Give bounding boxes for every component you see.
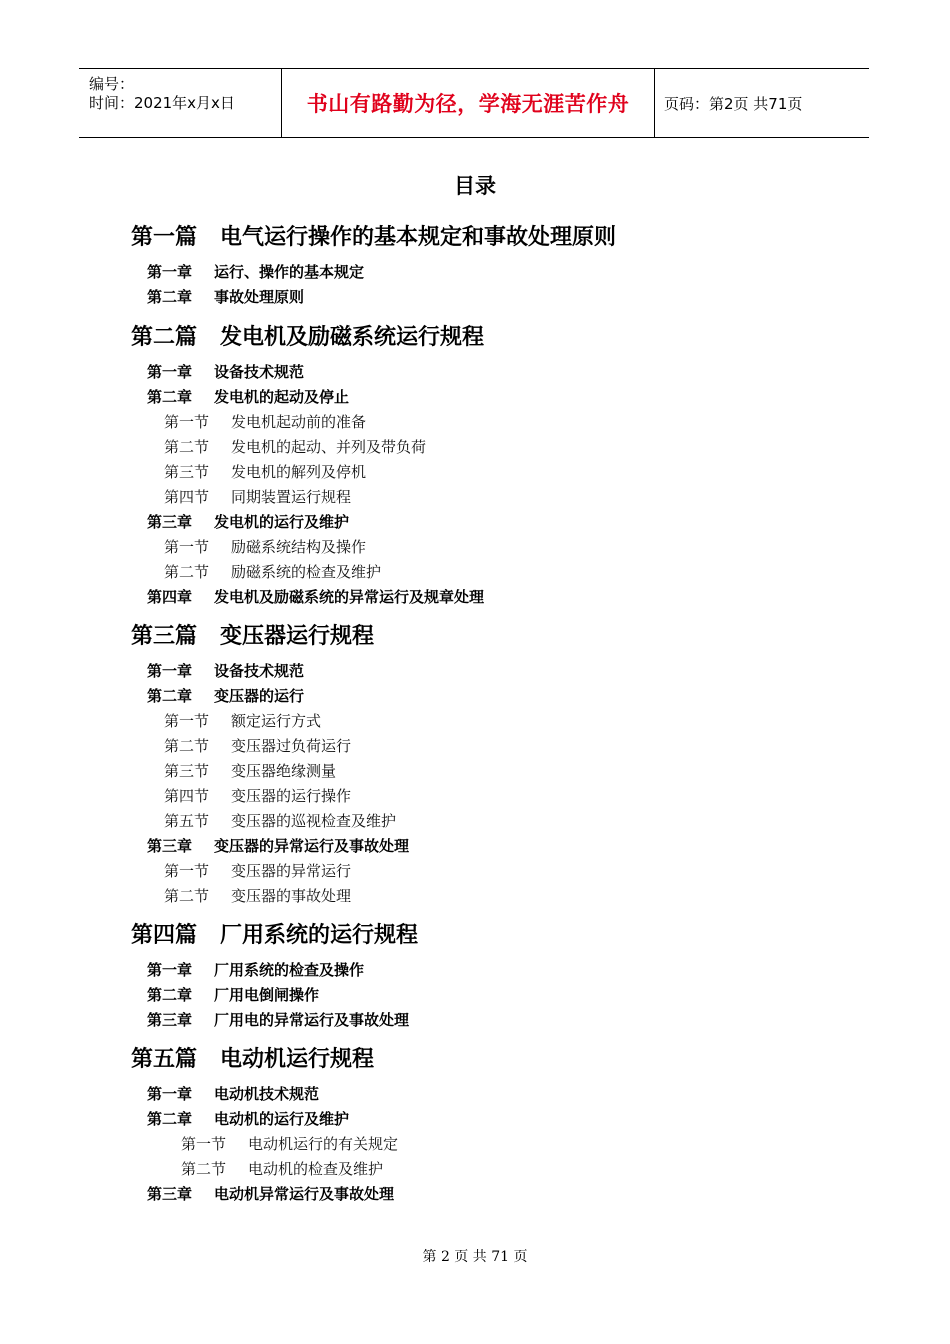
toc-section-title: 额定运行方式 [231, 712, 322, 730]
toc-section-title: 变压器的异常运行 [231, 862, 352, 880]
toc-section-title: 发电机的解列及停机 [231, 463, 367, 481]
toc-section-title: 电动机运行的有关规定 [248, 1135, 399, 1153]
toc-chapter[interactable] [147, 660, 304, 681]
toc-section-title: 发电机的起动、并列及带负荷 [231, 438, 427, 456]
toc-chapter-title: 发电机的运行及维护 [214, 513, 350, 531]
toc-section[interactable] [164, 461, 366, 482]
header-page-code: 页码：第2页 共71页 [664, 94, 803, 113]
toc-chapter-number: 第一章 [147, 263, 193, 281]
toc-section-number: 第五节 [164, 812, 210, 830]
toc-section[interactable] [164, 486, 351, 507]
toc-section-title: 变压器过负荷运行 [231, 737, 352, 755]
toc-section-title: 变压器绝缘测量 [231, 762, 337, 780]
toc-section-number: 第二节 [164, 563, 210, 581]
toc-chapter[interactable] [147, 386, 349, 407]
toc-section[interactable] [164, 710, 321, 731]
toc-chapter[interactable] [147, 835, 409, 856]
toc-chapter[interactable] [147, 361, 304, 382]
toc-section-number: 第四节 [164, 787, 210, 805]
toc-chapter-number: 第二章 [147, 1110, 193, 1128]
toc-part[interactable] [131, 619, 374, 650]
toc-chapter[interactable] [147, 286, 304, 307]
page-header [79, 68, 869, 138]
toc-part[interactable] [131, 220, 616, 251]
toc-chapter-number: 第三章 [147, 1011, 193, 1029]
toc-chapter-title: 设备技术规范 [214, 662, 305, 680]
toc-section-number: 第一节 [164, 862, 210, 880]
toc-part-number: 第二篇 [131, 325, 198, 350]
toc-title: 目录 [454, 174, 496, 198]
header-meta-cell [79, 69, 281, 137]
document-time-label: 时间：2021年x月x日 [89, 94, 235, 112]
toc-section-number: 第一节 [164, 538, 210, 556]
toc-part[interactable] [131, 320, 484, 351]
toc-chapter-title: 电动机异常运行及事故处理 [214, 1185, 395, 1203]
toc-chapter[interactable] [147, 1108, 349, 1129]
toc-section-title: 变压器的事故处理 [231, 887, 352, 905]
toc-section-title: 发电机起动前的准备 [231, 413, 367, 431]
toc-chapter-number: 第三章 [147, 837, 193, 855]
toc-part[interactable] [131, 918, 418, 949]
toc-section[interactable] [181, 1158, 383, 1179]
toc-section[interactable] [164, 561, 381, 582]
toc-section-number: 第一节 [164, 712, 210, 730]
toc-chapter-number: 第一章 [147, 662, 193, 680]
toc-section-number: 第三节 [164, 762, 210, 780]
toc-chapter-title: 变压器的异常运行及事故处理 [214, 837, 410, 855]
toc-part-title: 电动机运行规程 [220, 1047, 375, 1072]
toc-chapter-title: 厂用系统的检查及操作 [214, 961, 365, 979]
toc-part-number: 第四篇 [131, 923, 198, 948]
toc-part-title: 发电机及励磁系统运行规程 [220, 325, 485, 350]
toc-section[interactable] [164, 436, 426, 457]
toc-chapter-number: 第二章 [147, 388, 193, 406]
toc-chapter-title: 设备技术规范 [214, 363, 305, 381]
toc-chapter-title: 发电机的起动及停止 [214, 388, 350, 406]
toc-section-number: 第二节 [164, 887, 210, 905]
toc-chapter-number: 第一章 [147, 961, 193, 979]
toc-section[interactable] [164, 411, 366, 432]
toc-section[interactable] [164, 760, 336, 781]
toc-section-number: 第二节 [181, 1160, 227, 1178]
toc-section[interactable] [181, 1133, 398, 1154]
toc-section-title: 电动机的检查及维护 [248, 1160, 384, 1178]
toc-section-number: 第二节 [164, 737, 210, 755]
toc-chapter[interactable] [147, 1009, 409, 1030]
toc-chapter-title: 发电机及励磁系统的异常运行及规章处理 [214, 588, 485, 606]
toc-chapter[interactable] [147, 984, 319, 1005]
toc-section-title: 励磁系统的检查及维护 [231, 563, 382, 581]
toc-chapter-number: 第一章 [147, 1085, 193, 1103]
toc-chapter-title: 电动机技术规范 [214, 1085, 320, 1103]
toc-section-title: 同期装置运行规程 [231, 488, 352, 506]
toc-section[interactable] [164, 860, 351, 881]
toc-chapter-number: 第一章 [147, 363, 193, 381]
toc-chapter[interactable] [147, 1083, 319, 1104]
toc-chapter[interactable] [147, 261, 364, 282]
toc-part[interactable] [131, 1042, 374, 1073]
toc-chapter-title: 事故处理原则 [214, 288, 305, 306]
toc-section-number: 第四节 [164, 488, 210, 506]
toc-chapter-number: 第三章 [147, 1185, 193, 1203]
toc-chapter-title: 运行、操作的基本规定 [214, 263, 365, 281]
toc-chapter-number: 第二章 [147, 288, 193, 306]
toc-section-title: 变压器的运行操作 [231, 787, 352, 805]
toc-part-number: 第五篇 [131, 1047, 198, 1072]
page-footer: 第 2 页 共 71 页 [422, 1249, 528, 1265]
toc-section-title: 变压器的巡视检查及维护 [231, 812, 397, 830]
toc-chapter-number: 第三章 [147, 513, 193, 531]
toc-chapter-title: 厂用电的异常运行及事故处理 [214, 1011, 410, 1029]
toc-section[interactable] [164, 785, 351, 806]
toc-chapter[interactable] [147, 685, 304, 706]
toc-chapter-number: 第二章 [147, 986, 193, 1004]
toc-part-title: 电气运行操作的基本规定和事故处理原则 [220, 225, 617, 250]
header-motto: 书山有路勤为径，学海无涯苦作舟 [306, 92, 630, 116]
toc-chapter-title: 电动机的运行及维护 [214, 1110, 350, 1128]
toc-part-number: 第一篇 [131, 225, 198, 250]
toc-section-number: 第一节 [164, 413, 210, 431]
toc-section[interactable] [164, 810, 396, 831]
toc-chapter-number: 第四章 [147, 588, 193, 606]
toc-section[interactable] [164, 885, 351, 906]
toc-section-number: 第二节 [164, 438, 210, 456]
toc-chapter[interactable] [147, 959, 364, 980]
header-page-cell [654, 69, 869, 137]
toc-section[interactable] [164, 735, 351, 756]
toc-chapter-title: 变压器的运行 [214, 687, 305, 705]
toc-part-title: 变压器运行规程 [220, 624, 375, 649]
toc-part-number: 第三篇 [131, 624, 198, 649]
document-number-label: 编号： [89, 75, 135, 93]
header-motto-cell [281, 69, 655, 137]
toc-chapter[interactable] [147, 1183, 394, 1204]
toc-chapter[interactable] [147, 586, 484, 607]
toc-section-title: 励磁系统结构及操作 [231, 538, 367, 556]
toc-part-title: 厂用系统的运行规程 [220, 923, 419, 948]
toc-chapter-number: 第二章 [147, 687, 193, 705]
toc-section-number: 第三节 [164, 463, 210, 481]
toc-section-number: 第一节 [181, 1135, 227, 1153]
toc-chapter-title: 厂用电倒闸操作 [214, 986, 320, 1004]
toc-section[interactable] [164, 536, 366, 557]
toc-chapter[interactable] [147, 511, 349, 532]
